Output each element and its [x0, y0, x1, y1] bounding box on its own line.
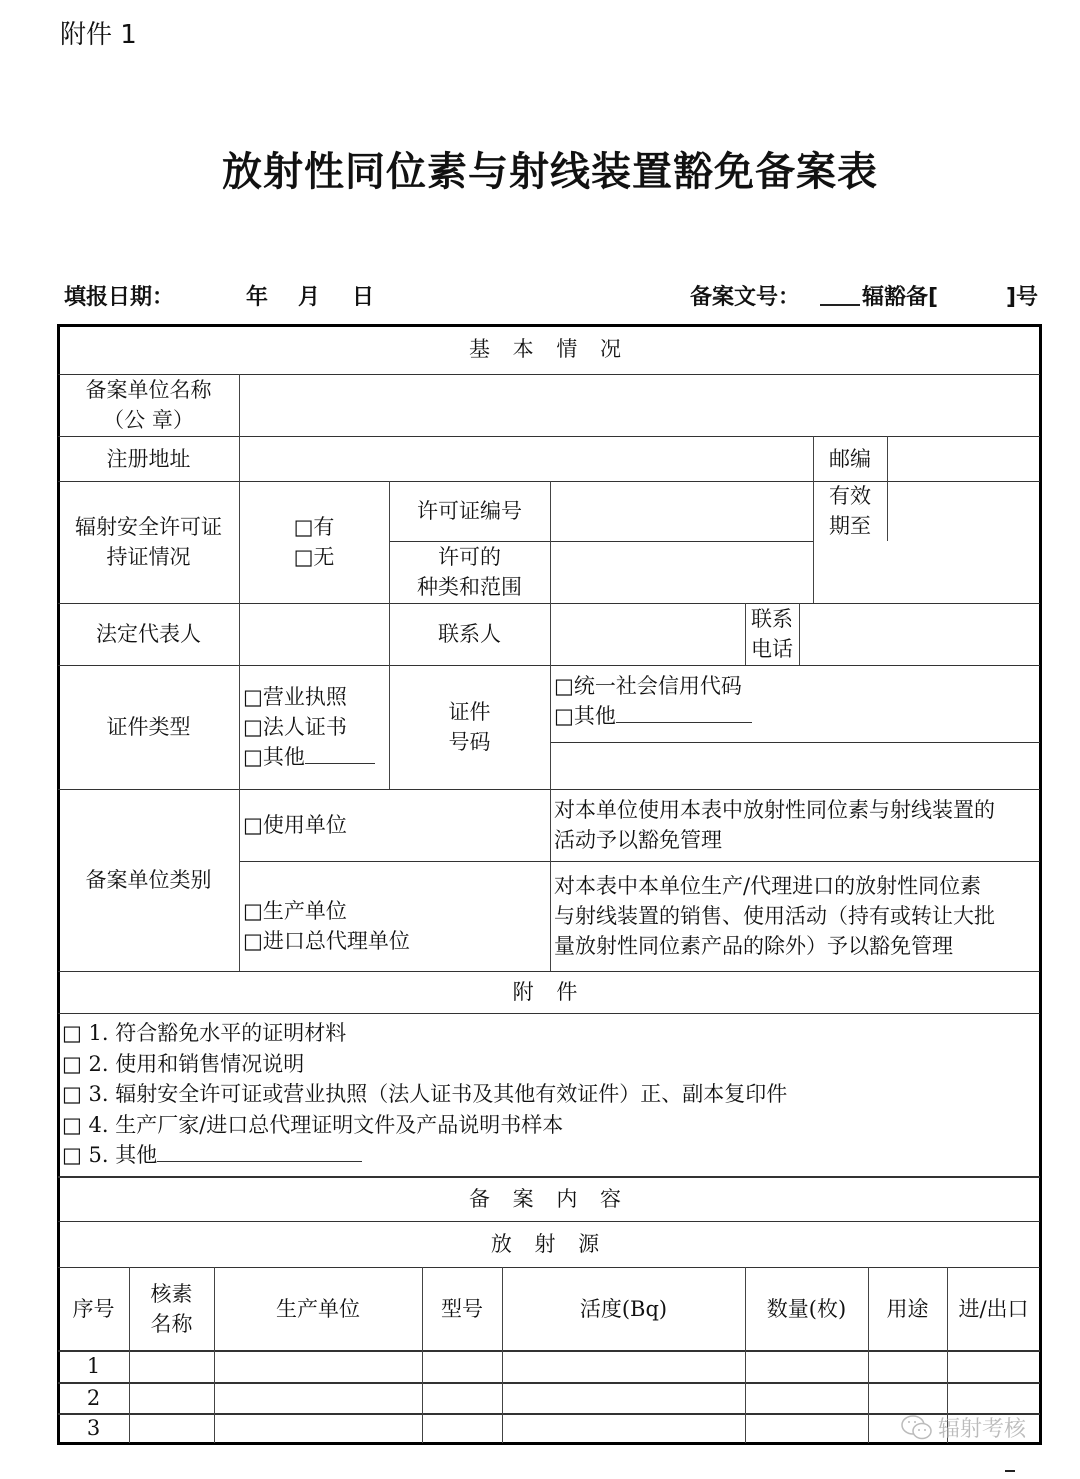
table-row-3-no: 3	[86, 1416, 101, 1440]
table-row-2-no: 2	[86, 1385, 101, 1410]
attachment-item-5	[62, 1140, 787, 1171]
contact-field[interactable]	[552, 605, 743, 663]
producer-desc-line3: 量放射性同位素产品的除外）予以豁免管理	[554, 934, 953, 958]
section-attachments: 附 件	[512, 980, 586, 1004]
col-header-nuclide-line2: 名称	[150, 1311, 193, 1336]
user-desc-line1: 对本单位使用本表中放射性同位素与射线装置的	[554, 798, 995, 822]
id-no-label-line2: 号码	[448, 730, 491, 754]
license-status-line2: 持证情况	[106, 545, 191, 569]
table-row[interactable]	[131, 1384, 1039, 1412]
license-has-checkbox[interactable]: □有	[293, 515, 335, 539]
postcode-label: 邮编	[829, 446, 871, 471]
attachment-item-2[interactable]: □ 2. 使用和销售情况说明	[62, 1051, 305, 1076]
attachment-list	[62, 1018, 787, 1171]
phone-field[interactable]	[801, 605, 1039, 663]
col-header-no: 序号	[72, 1296, 115, 1321]
filing-no-label: 备案文号：	[690, 285, 801, 310]
license-options	[239, 481, 389, 603]
id-type-other-option	[243, 742, 375, 772]
attachment-item-1[interactable]: □ 1. 符合豁免水平的证明材料	[62, 1021, 347, 1045]
section-radioactive-sources: 放 射 源	[490, 1232, 608, 1256]
producer-unit-checkbox[interactable]: □生产单位	[243, 899, 347, 923]
col-header-import-export: 进/出口	[958, 1296, 1029, 1321]
filing-no-prefix: 辐豁备[	[862, 285, 939, 310]
id-no-credit-code-checkbox[interactable]: □统一社会信用代码	[554, 674, 742, 698]
user-unit-checkbox[interactable]: □使用单位	[243, 813, 347, 837]
table-row[interactable]	[131, 1352, 1039, 1380]
importer-unit-checkbox[interactable]: □进口总代理单位	[243, 929, 410, 953]
producer-unit-description	[550, 861, 1040, 971]
watermark	[900, 1412, 1026, 1443]
unit-name-label-line1: 备案单位名称	[85, 378, 212, 402]
id-type-options	[239, 665, 389, 789]
license-status-line1: 辐射安全许可证	[75, 515, 222, 539]
id-type-label: 证件类型	[106, 715, 191, 739]
license-no-label: 许可证编号	[417, 499, 522, 523]
postcode-field[interactable]	[889, 438, 1039, 479]
col-header-nuclide-line1: 核素	[150, 1281, 193, 1306]
license-no-field[interactable]	[552, 483, 811, 539]
phone-label	[745, 603, 799, 665]
fill-date-year: 年	[246, 285, 269, 310]
license-scope-field[interactable]	[552, 543, 1039, 601]
id-no-label-line1: 证件	[448, 700, 491, 724]
unit-name-label-line2: （公 章）	[103, 408, 194, 432]
reg-address-label: 注册地址	[106, 446, 191, 471]
id-no-label	[389, 665, 550, 789]
id-type-other-checkbox[interactable]: □其他	[243, 745, 305, 769]
fill-date-label: 填报日期：	[64, 285, 175, 310]
unit-category-label: 备案单位类别	[85, 868, 212, 892]
col-header-usage: 用途	[886, 1296, 929, 1321]
rule	[799, 603, 800, 665]
filing-no-input[interactable]	[958, 278, 1008, 308]
producer-options	[239, 861, 550, 971]
watermark-text: 辐射考核	[938, 1417, 1027, 1442]
contact-label: 联系人	[438, 622, 501, 646]
col-header-quantity: 数量(枚)	[766, 1296, 847, 1321]
license-none-checkbox[interactable]: □无	[293, 545, 335, 569]
phone-label-line2: 电话	[751, 637, 793, 661]
rule	[58, 1013, 1040, 1014]
reg-address-field[interactable]	[241, 438, 811, 479]
id-no-other-blank[interactable]	[616, 702, 752, 723]
col-header-nuclide	[129, 1267, 214, 1350]
section-basic-info: 基 本 情 况	[468, 337, 630, 361]
page-title: 放射性同位素与射线装置豁免备案表	[222, 148, 878, 195]
id-no-options	[550, 665, 1040, 742]
valid-until-line1: 有效	[829, 484, 871, 508]
license-scope-line1: 许可的	[438, 545, 501, 569]
table-border-bottom	[57, 1442, 1042, 1445]
license-scope-line2: 种类和范围	[417, 575, 522, 599]
attachment-item-5-checkbox[interactable]: □ 5. 其他	[62, 1143, 158, 1167]
page-mark	[1005, 1470, 1015, 1472]
id-no-field[interactable]	[552, 744, 1039, 787]
filing-no-blank[interactable]	[820, 304, 860, 306]
col-header-model: 型号	[441, 1296, 483, 1321]
license-scope-label	[389, 541, 550, 603]
license-status-label	[58, 481, 239, 603]
rule	[887, 436, 888, 541]
id-type-business-license-checkbox[interactable]: □营业执照	[243, 685, 347, 709]
valid-until-label	[813, 481, 887, 541]
fill-date-day: 日	[352, 285, 375, 310]
filing-no-suffix: ]号	[1006, 285, 1039, 310]
legal-rep-field[interactable]	[241, 605, 387, 663]
id-no-other-checkbox[interactable]: □其他	[554, 704, 616, 728]
user-desc-line2: 活动予以豁免管理	[554, 828, 722, 852]
attachment-item-3[interactable]: □ 3. 辐射安全许可证或营业执照（法人证书及其他有效证件）正、副本复印件	[62, 1082, 788, 1106]
legal-rep-label: 法定代表人	[96, 622, 201, 646]
phone-label-line1: 联系	[751, 607, 793, 631]
fill-date-month: 月	[298, 285, 321, 310]
col-header-producer: 生产单位	[276, 1296, 360, 1321]
unit-name-label	[58, 374, 239, 436]
id-type-legal-cert-checkbox[interactable]: □法人证书	[243, 715, 347, 739]
table-row-1-no: 1	[86, 1354, 101, 1378]
producer-desc-line1: 对本表中本单位生产/代理进口的放射性同位素	[554, 874, 982, 898]
wechat-icon	[900, 1414, 934, 1442]
producer-desc-line2: 与射线装置的销售、使用活动（持有或转让大批	[554, 904, 995, 928]
id-no-other-option	[554, 701, 752, 731]
col-header-activity: 活度(Bq)	[579, 1296, 668, 1321]
rule	[550, 742, 1040, 743]
id-type-other-blank[interactable]	[305, 743, 375, 764]
user-unit-description	[550, 789, 1040, 861]
attachment-item-4[interactable]: □ 4. 生产厂家/进口总代理证明文件及产品说明书样本	[62, 1112, 564, 1137]
unit-name-field[interactable]	[241, 376, 1039, 434]
valid-until-field[interactable]	[889, 483, 1039, 539]
rule	[550, 481, 551, 789]
annex-label: 附件 1	[60, 20, 137, 50]
section-filing-content: 备 案 内 容	[468, 1186, 630, 1211]
attachment-other-blank[interactable]	[157, 1141, 362, 1162]
valid-until-line2: 期至	[829, 514, 871, 538]
